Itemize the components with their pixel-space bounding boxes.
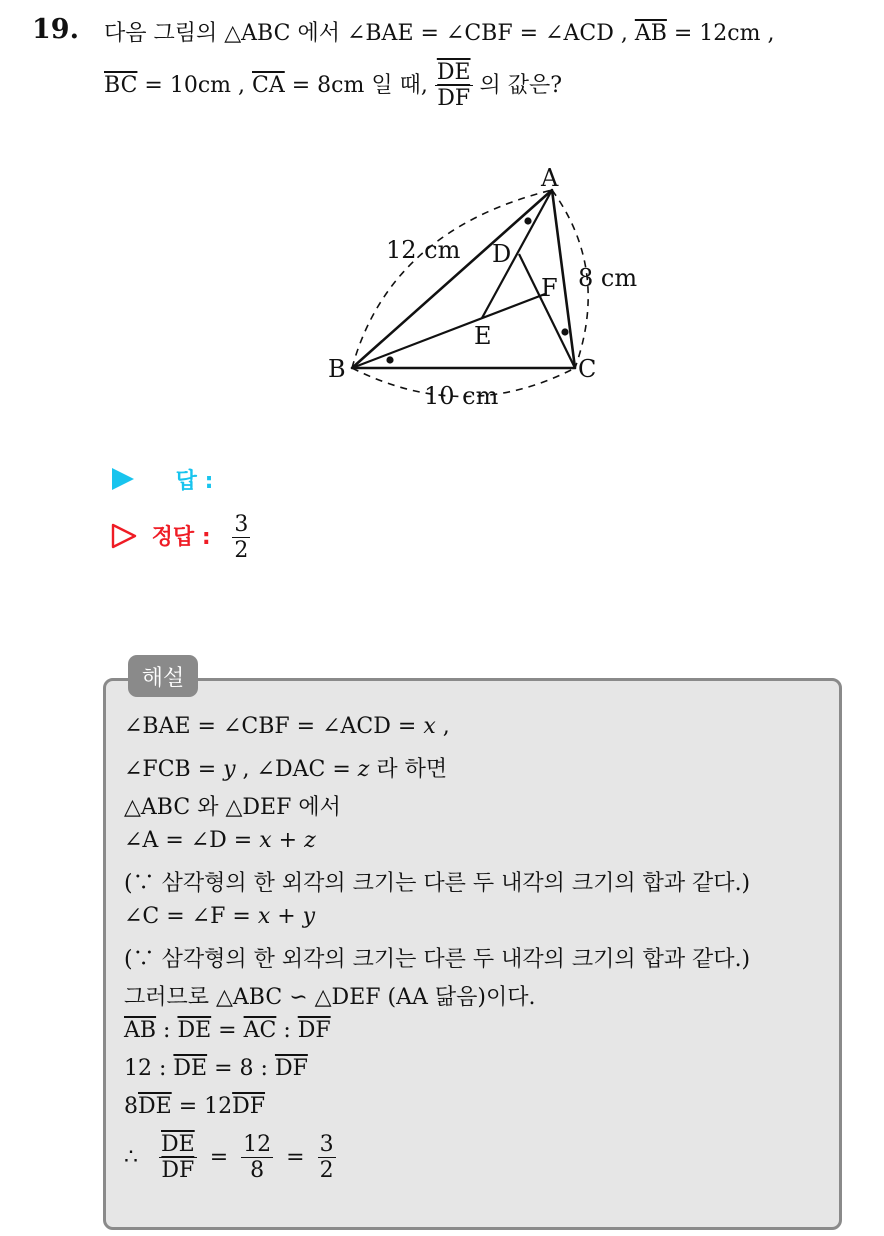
plus: + xyxy=(271,828,305,853)
question-line-1 xyxy=(104,16,774,47)
angle-dot-c xyxy=(561,328,568,335)
let-clause: 라 하면 xyxy=(369,757,448,782)
fraction-12-8 xyxy=(241,1132,273,1184)
length-bc: = 10cm , xyxy=(137,72,252,98)
plus: + xyxy=(270,904,303,929)
var-z: z xyxy=(304,828,316,853)
angle-dot-b xyxy=(386,356,393,363)
correct-answer-fraction xyxy=(232,512,250,564)
point-d-label: D xyxy=(492,240,512,268)
length-label-ca: 8 cm xyxy=(578,264,638,292)
fraction-de-df xyxy=(159,1132,197,1184)
equals: = xyxy=(209,1144,229,1170)
colon: : xyxy=(156,1018,178,1043)
coef-8: 8 xyxy=(124,1094,138,1119)
solution-line-3: △ABC 와 △DEF 에서 xyxy=(124,795,341,820)
question-tail: 의 값은? xyxy=(479,72,563,98)
segment-df: $\overline{DF}$ xyxy=(232,1094,266,1119)
equals: = xyxy=(211,1018,244,1043)
colon: : xyxy=(276,1018,298,1043)
correct-answer-row xyxy=(110,512,250,564)
angle-a-d: ∠A = ∠D = xyxy=(124,828,260,853)
equals: = xyxy=(286,1144,305,1170)
solution-line-10 xyxy=(124,1056,308,1081)
solution-line-12 xyxy=(124,1132,336,1184)
angle-dot-a xyxy=(524,217,531,224)
fraction-denominator: DF xyxy=(437,86,471,112)
coef-12: = 12 xyxy=(171,1094,233,1119)
numerator-de: $\overline{DE}$ xyxy=(161,1132,195,1157)
segment-bc: $\overline{BC}$ xyxy=(104,72,138,98)
solution-line-1 xyxy=(124,714,450,739)
denominator-2: 2 xyxy=(319,1158,334,1184)
answer-label: 답 : xyxy=(175,469,214,494)
var-x: x xyxy=(423,714,436,739)
var-y: y xyxy=(302,904,316,929)
point-e-label: E xyxy=(474,322,492,350)
solution-line-5: (∵ 삼각형의 한 외각의 크기는 다른 두 내각의 크기의 합과 같다.) xyxy=(124,871,751,896)
solution-line-6 xyxy=(124,904,315,929)
point-f-label: F xyxy=(541,274,558,302)
denominator-df: DF xyxy=(161,1158,195,1184)
fraction-numerator: $\overline{DE}$ xyxy=(436,60,471,85)
vertex-c-label: C xyxy=(578,355,597,383)
numerator-3: 3 xyxy=(319,1132,334,1157)
question-line-2 xyxy=(104,60,562,112)
denominator-8: 8 xyxy=(250,1158,265,1184)
solution-line-7: (∵ 삼각형의 한 외각의 크기는 다른 두 내각의 크기의 합과 같다.) xyxy=(124,947,751,972)
length-ab: = 12cm , xyxy=(666,21,775,46)
play-triangle-icon xyxy=(110,466,136,492)
segment-de: $\overline{DE}$ xyxy=(138,1094,172,1119)
angle-dac: , ∠DAC = xyxy=(235,757,358,782)
comma: , xyxy=(435,714,450,739)
therefore-symbol: ∴ xyxy=(124,1144,138,1170)
length-label-bc: 10 cm xyxy=(424,382,499,410)
question-text: 다음 그림의 △ABC 에서 ∠BAE = ∠CBF = ∠ACD , xyxy=(104,21,628,46)
solution-line-2 xyxy=(124,752,447,783)
fraction-3-2 xyxy=(318,1132,336,1184)
solution-line-11 xyxy=(124,1094,265,1119)
ratio-fraction xyxy=(435,60,473,112)
triangle-figure xyxy=(300,150,660,420)
solution-line-8: 그러므로 △ABC ∽ △DEF (AA 닮음)이다. xyxy=(124,985,536,1010)
var-z: z xyxy=(357,757,370,782)
angle-equality: ∠BAE = ∠CBF = ∠ACD = xyxy=(124,714,424,739)
solution-line-4 xyxy=(124,828,316,853)
segment-de: $\overline{DE}$ xyxy=(177,1018,212,1043)
angle-fcb: ∠FCB = xyxy=(124,757,224,782)
answer-row xyxy=(110,464,213,495)
segment-df: $\overline{DF}$ xyxy=(274,1056,308,1081)
outline-triangle-icon xyxy=(110,522,138,550)
var-x: x xyxy=(259,828,272,853)
question-number: 19. xyxy=(32,14,79,45)
solution-line-9 xyxy=(124,1018,331,1043)
segment-ab: $\overline{AB}$ xyxy=(124,1018,157,1043)
ratio-left: 12 : xyxy=(124,1056,174,1081)
segment-ab: $\overline{AB}$ xyxy=(634,21,667,46)
correct-numerator: 3 xyxy=(234,512,249,537)
length-ca: = 8cm 일 때, xyxy=(284,72,435,98)
correct-answer-label: 정답 : xyxy=(151,524,211,550)
length-label-ab: 12 cm xyxy=(386,236,461,264)
segment-ca: $\overline{CA}$ xyxy=(252,72,285,98)
segment-bf xyxy=(352,294,545,368)
correct-denominator: 2 xyxy=(234,538,249,564)
numerator-12: 12 xyxy=(243,1132,272,1157)
segment-ac: $\overline{AC}$ xyxy=(243,1018,277,1043)
var-x: x xyxy=(257,904,271,929)
angle-c-f: ∠C = ∠F = xyxy=(124,904,258,929)
ratio-right: = 8 : xyxy=(207,1056,275,1081)
segment-df: $\overline{DF}$ xyxy=(297,1018,331,1043)
segment-de: $\overline{DE}$ xyxy=(173,1056,208,1081)
var-y: y xyxy=(223,757,236,782)
vertex-a-label: A xyxy=(541,164,559,192)
solution-badge: 해설 xyxy=(128,655,198,697)
vertex-b-label: B xyxy=(328,355,346,383)
